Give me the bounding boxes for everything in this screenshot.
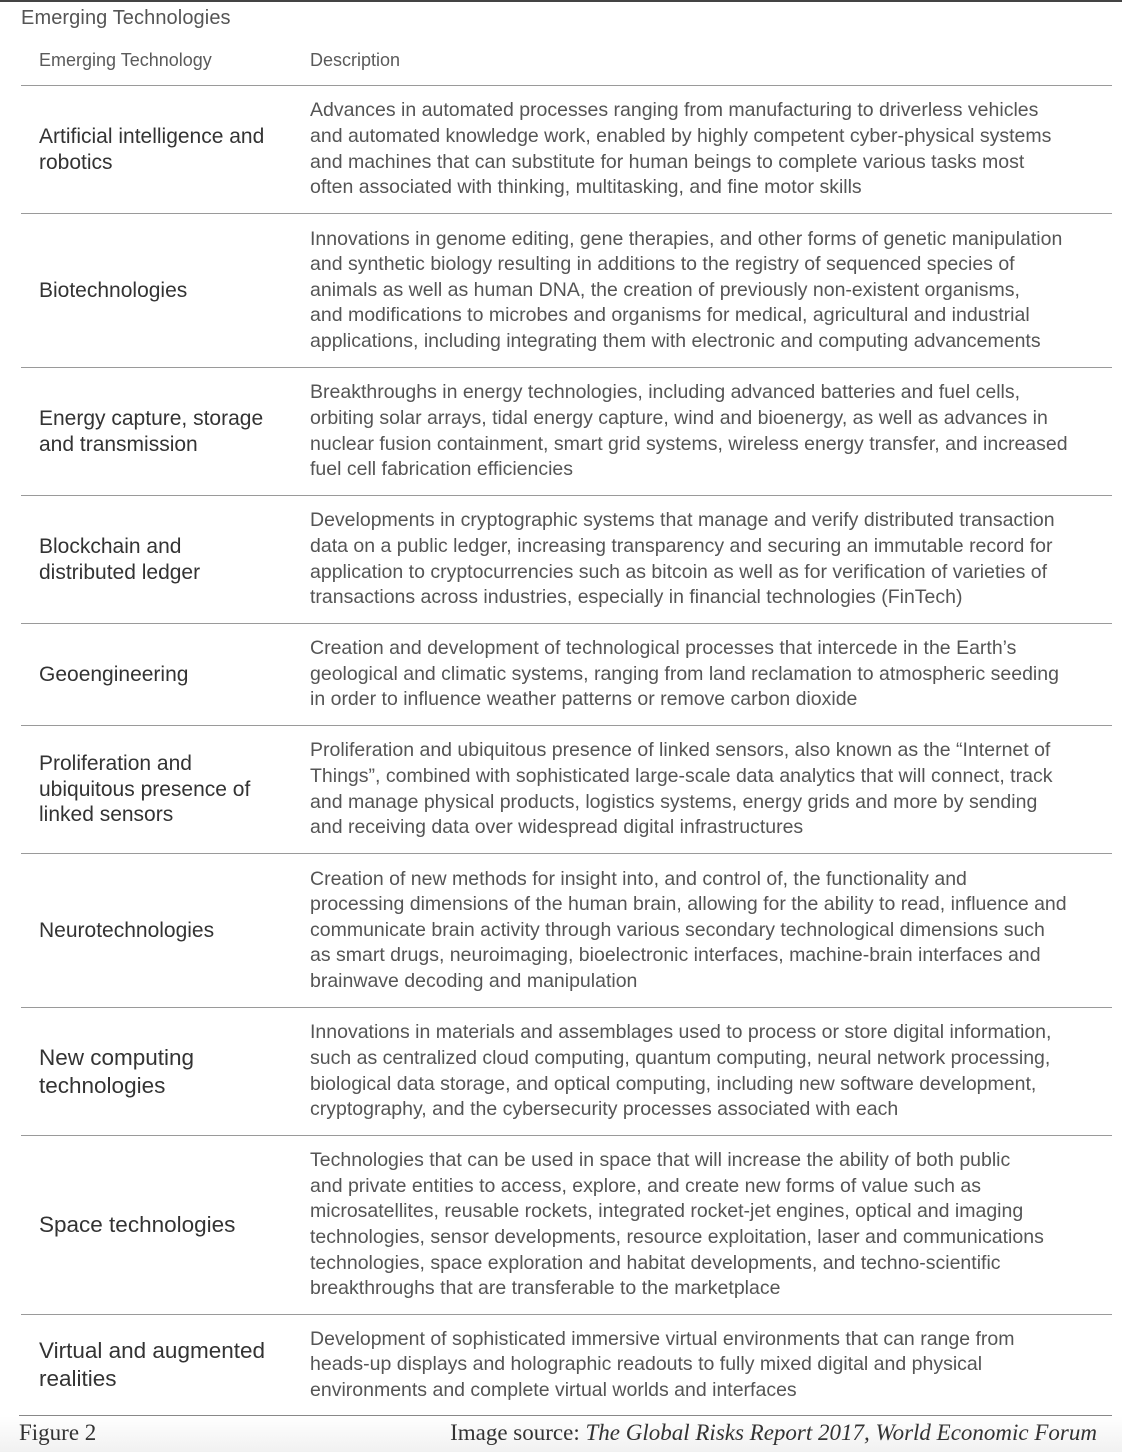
- image-source: [450, 1420, 1097, 1446]
- table-row: [21, 624, 1112, 726]
- table-row: [21, 496, 1112, 624]
- technology-cell: Space technologies: [39, 1212, 236, 1237]
- description-cell: Breakthroughs in energy technologies, including advanced batteries and fuel cells, orbiting solar arrays, tidal energy capture, wind and bioenergy, as well as advances in nuclear fusion containment, smart grid systems, wireless energy transfer, and increased fuel cell fabrication efficiencies: [310, 381, 1068, 481]
- table-row: [21, 726, 1112, 854]
- header-technology: Emerging Technology: [39, 50, 212, 70]
- technology-cell: New computing technologies: [39, 1044, 195, 1098]
- description-cell: Technologies that can be used in space that will increase the ability of both public and private entities to access, explore, and create new forms of value such as microsatellites, reusable rockets, integrated rocket-jet engines, optical and imaging technologies, sensor developments, resource exploitation, laser and communications technologies, space exploration and habitat developments, and techno-scientific breakthroughs that are transferable to the marketplace: [310, 1149, 1044, 1300]
- technology-cell: Neurotechnologies: [39, 918, 215, 942]
- description-cell: Development of sophisticated immersive virtual environments that can range from heads-up displays and holographic readouts to fully mixed digital and physical environments and complete virtual worlds and interfaces: [310, 1327, 1015, 1401]
- description-cell: Proliferation and ubiquitous presence of linked sensors, also known as the “Internet of Things”, combined with sophisticated large-scale data analytics that will connect, track and manage physical products, logistics systems, energy grids and more by sending and receiving data over widespread digital infrastructures: [310, 739, 1053, 839]
- technology-cell: Biotechnologies: [39, 278, 188, 302]
- table-title: Emerging Technologies: [21, 7, 231, 29]
- technology-cell: Energy capture, storage and transmission: [39, 407, 264, 456]
- description-cell: Creation of new methods for insight into, and control of, the functionality and processing dimensions of the human brain, allowing for the ability to read, influence and communicate brain activity through various secondary technological dimensions such as smart drugs, neuroimaging, bioelectronic interfaces, machine-brain interfaces and brainwave decoding and manipulation: [310, 867, 1067, 992]
- description-cell: Developments in cryptographic systems that manage and verify distributed transaction data on a public ledger, increasing transparency and securing an immutable record for application to cryptocurrencies such as bitcoin as well as for verification of varieties of transactions across industries, especially in financial technologies (FinTech): [310, 509, 1055, 609]
- table-row: [21, 1315, 1112, 1415]
- table-row: [21, 86, 1112, 214]
- description-cell: Innovations in materials and assemblages used to process or store digital information, such as centralized cloud computing, quantum computing, neural network processing, biological data storage, and optical computing, including new software development, cryptography, and the cybersecurity processes associated with each: [310, 1021, 1052, 1121]
- description-cell: Advances in automated processes ranging from manufacturing to driverless vehicles and automated knowledge work, enabled by highly competent cyber-physical systems and machines that can substitute for human beings to complete various tasks most often associated with thinking, multitasking, and fine motor skills: [310, 99, 1052, 199]
- top-rule: [0, 0, 1122, 2]
- table-header: [21, 46, 1112, 86]
- description-cell: Innovations in genome editing, gene therapies, and other forms of genetic manipulation and synthetic biology resulting in additions to the registry of sequenced species of animals as well as human DNA, the creation of previously non-existent organisms, and modifications to microbes and organisms for medical, agricultural and industrial applications, including integrating them with electronic and computing advancements: [310, 227, 1063, 352]
- source-title: The Global Risks Report 2017, World Economic Forum: [585, 1420, 1097, 1445]
- technology-cell: Blockchain and distributed ledger: [39, 535, 201, 584]
- table-row: [21, 1008, 1112, 1136]
- source-prefix: Image source:: [450, 1420, 586, 1445]
- technology-cell: Artificial intelligence and robotics: [39, 125, 265, 174]
- table-row: [21, 214, 1112, 368]
- header-description: Description: [310, 50, 401, 70]
- figure-label: Figure 2: [19, 1420, 97, 1445]
- technology-cell: Virtual and augmented realities: [39, 1338, 265, 1391]
- technology-cell: Proliferation and ubiquitous presence of linked sensors: [39, 752, 251, 827]
- table-row: [21, 1136, 1112, 1315]
- technology-cell: Geoengineering: [39, 662, 189, 686]
- table-row: [21, 854, 1112, 1008]
- footer-rule: [19, 1415, 1112, 1416]
- table-row: [21, 368, 1112, 496]
- emerging-technologies-table: [21, 46, 1112, 1415]
- description-cell: Creation and development of technological processes that intercede in the Earth’s geological and climatic systems, ranging from land reclamation to atmospheric seeding in order to influence weather patterns or remove carbon dioxide: [310, 637, 1059, 711]
